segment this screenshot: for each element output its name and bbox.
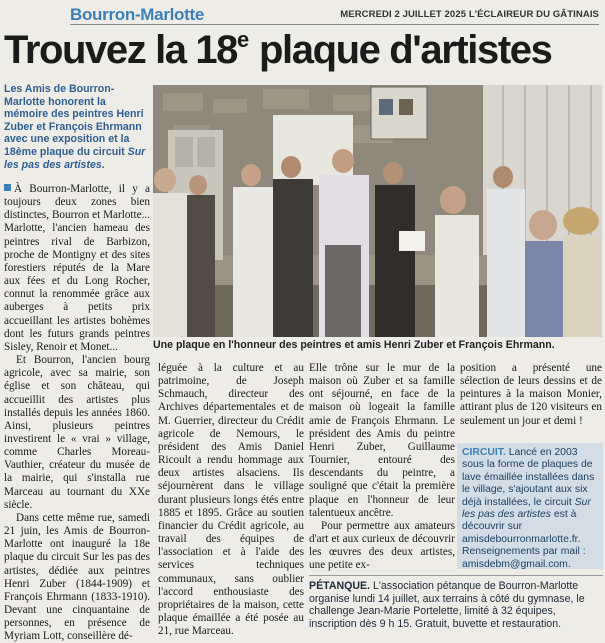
col3-paragraph-1: Elle trône sur le mur de la maison où Zuber et sa famille ont séjourné, en face de la maison où logeait la famille amie de François Ehrmann. Le président des Amis du peintre Henri Zuber, Guillaume Tournier, entouré des descendants du peintre, a souligné que c'était la première plaque en l'honneur de leur talentueux ancêtre. <box>309 362 455 519</box>
header-rule <box>70 24 599 25</box>
article-column-4 <box>460 362 602 428</box>
headline-main: Trouvez la 18 <box>4 28 238 72</box>
col2-paragraph-1: léguée à la culture et au patrimoine, de Joseph Schmauch, directeur des Archives départementales et de M. Guerrier, directeur du Crédit agricole de Nemours, le président des Amis Daniel Ricoult a rendu hommage aux deux artistes alsaciens. Ils séjournèrent dans le village durant plusieurs longs étés entre 1885 et 1895. Grâce au soutien financier du Crédit agricole, au travail des équipes de l'association et à l'aide des services techniques communaux, sans oublier l'accord enthousiaste des propriétaires de la maison, cette plaque émaillée a été posée au 21, rue Marceau. <box>158 362 304 638</box>
headline-rest: plaque d'artistes <box>249 28 552 72</box>
petanque-tag: PÉTANQUE. <box>309 580 371 592</box>
headline-superscript: e <box>237 27 250 52</box>
circuit-italic: Sur les pas des artistes <box>462 496 591 521</box>
circuit-text-2: est à découvrir sur amisdebourronmarlotte.fr. Renseignements par mail : amisdebm@gmail.com. <box>462 509 586 570</box>
col1-paragraph-2: Et Bourron, l'ancien bourg agricole, avec sa mairie, son église et son château, qui accueillit des artistes plus installés depuis les années 1860. Ainsi, plusieurs peintres investirent le « vrai » village, comme Charles Moreau-Vauthier, créateur du musée de la mairie, qui s'installa rue Marceau au tournant du XXe siècle. <box>4 354 150 511</box>
col1-paragraph-1 <box>4 183 150 354</box>
circuit-tag: CIRCUIT. <box>462 447 506 458</box>
petanque-brief <box>309 580 603 630</box>
col4-paragraph-1: position a présenté une sélection de leurs dessins et de peintures à la maison Monier, attirant plus de 120 visiteurs en seulement un jour et demi ! <box>460 362 602 427</box>
article-photo <box>153 85 602 337</box>
petanque-text: L'association pétanque de Bourron-Marlotte organise lundi 14 juillet, aux terrains à côté du gymnase, le challenge Jean-Marie Portelette, limité à 32 équipes, inscription dès 9 h 15. Gratuit, buvette et restauration. <box>309 580 585 630</box>
col3-paragraph-2: Pour permettre aux amateurs d'art et aux curieux de découvrir les œuvres des deux artistes, une petite ex- <box>309 519 455 572</box>
section-title: Bourron-Marlotte <box>70 5 205 24</box>
lead-part2: . <box>101 158 105 171</box>
lead-part1: Les Amis de Bourron-Marlotte honorent la mémoire des peintres Henri Zuber et François Ehrmann avec une exposition et la 18ème plaque du circuit <box>4 83 144 158</box>
bottom-rule <box>309 575 603 576</box>
article-column-2 <box>158 362 304 638</box>
masthead-date: MERCREDI 2 JUILLET 2025 L'ÉCLAIREUR DU GÂTINAIS <box>340 9 599 20</box>
col1-p1-text: À Bourron-Marlotte, il y a toujours deux zones bien distinctes, Bourron et Marlotte... Marlotte, l'ancien hameau des peintres rival de Barbizon, proche de Montigny et des sites forestiers réputés de la Mare aux fées et du Long Rocher, connut la renommée grâce aux auberges à petits prix accueillant les artistes bohèmes dont les futurs grands peintres Sisley, Renoir et Monet... <box>4 183 150 353</box>
article-column-3 <box>309 362 455 573</box>
bullet-square-icon <box>4 184 11 191</box>
photo-caption: Une plaque en l'honneur des peintres et amis Henri Zuber et François Ehrmann. <box>153 339 555 351</box>
circuit-info-box <box>457 443 603 569</box>
photo-illustration <box>153 85 602 337</box>
col1-paragraph-3: Dans cette même rue, samedi 21 juin, les Amis de Bourron-Marlotte ont inauguré la 18e plaque du circuit Sur les pas des artistes, dédiée aux peintres Henri Zuber (1844-1909) et François Ehrmann (1833-1910). Devant une cinquantaine de personnes, en présence de Myriam Lott, conseillère dé- <box>4 511 150 643</box>
lead-paragraph <box>4 83 150 171</box>
circuit-text-1: Lancé en 2003 sous la forme de plaques de lave émaillée installées dans le village, s'ajoutant aux six déjà installées, le circuit <box>462 447 595 508</box>
lead-italic: Sur les pas des artistes <box>4 145 146 171</box>
article-column-1 <box>4 183 150 643</box>
headline <box>4 27 551 73</box>
